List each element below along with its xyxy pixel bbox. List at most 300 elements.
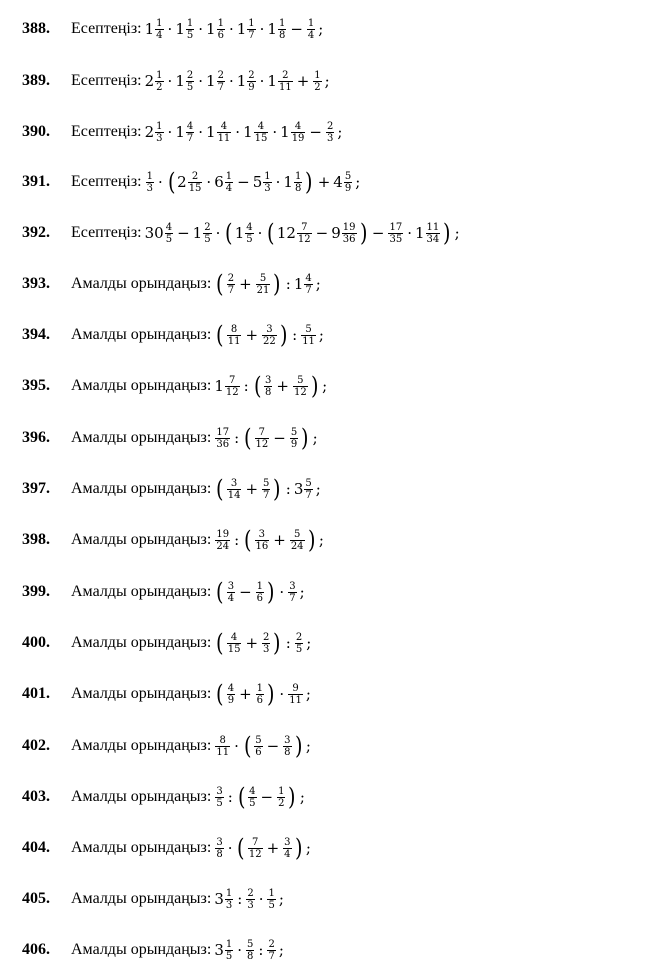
numerator: 2	[263, 631, 270, 643]
operator: +	[245, 480, 259, 498]
parenthesis: (	[216, 680, 224, 708]
semicolon: ;	[305, 737, 311, 755]
fraction	[247, 18, 255, 41]
parenthesis: (	[237, 783, 246, 811]
operator: ·	[167, 20, 173, 38]
denominator: 3	[263, 643, 270, 655]
operator: +	[239, 275, 252, 293]
semicolon: ;	[324, 72, 330, 90]
operator: +	[239, 685, 252, 703]
fraction	[278, 18, 286, 41]
operator: −	[239, 583, 252, 601]
operator: ·	[279, 583, 285, 601]
semicolon: ;	[299, 788, 305, 806]
operator: ·	[237, 941, 243, 959]
exercise-row	[0, 160, 660, 204]
numerator: 5	[305, 323, 312, 335]
fraction	[326, 121, 334, 144]
denominator: 7	[248, 29, 255, 41]
operator: :	[234, 429, 240, 447]
fraction	[225, 171, 233, 194]
exercise-instruction: Есептеңіз:	[71, 123, 142, 140]
whole-number: 1	[243, 123, 253, 141]
fraction	[215, 735, 230, 758]
operator: −	[315, 224, 329, 242]
numerator: 3	[216, 836, 223, 848]
fraction	[297, 222, 312, 245]
numerator: 2	[204, 221, 211, 233]
denominator: 6	[255, 746, 262, 758]
parenthesis: (	[253, 372, 262, 400]
fraction	[256, 581, 264, 604]
whole-number: 1	[293, 275, 304, 293]
fraction	[290, 427, 298, 450]
parenthesis: )	[294, 834, 302, 862]
exercise-instruction: Амалды орындаңыз:	[71, 480, 212, 497]
parenthesis: )	[279, 321, 288, 349]
exercise-row	[0, 364, 660, 408]
exercise-row	[0, 313, 660, 357]
denominator: 19	[291, 132, 305, 144]
numerator: 2	[248, 69, 255, 81]
whole-number: 1	[175, 72, 185, 90]
numerator: 1	[278, 17, 286, 29]
whole-number: 6	[214, 173, 224, 191]
parenthesis: )	[266, 680, 275, 708]
parenthesis: )	[359, 219, 367, 247]
denominator: 12	[248, 848, 262, 860]
fraction	[225, 375, 240, 398]
numerator: 1	[156, 17, 163, 29]
fraction	[245, 222, 253, 245]
denominator: 11	[217, 132, 231, 144]
fraction	[155, 121, 163, 144]
denominator: 4	[227, 592, 235, 604]
denominator: 2	[314, 81, 321, 93]
exercise-number: 405.	[22, 890, 50, 907]
fraction	[304, 478, 312, 501]
denominator: 6	[256, 592, 264, 604]
semicolon: ;	[315, 275, 321, 293]
parenthesis: )	[273, 270, 281, 298]
numerator: 1	[156, 120, 163, 132]
operator: ·	[198, 72, 204, 90]
denominator: 3	[264, 182, 271, 194]
exercise-number: 400.	[22, 634, 50, 651]
whole-number: 4	[333, 173, 343, 191]
operator: ·	[407, 224, 412, 242]
fraction	[215, 427, 230, 450]
fraction	[246, 939, 254, 962]
denominator: 22	[263, 335, 276, 347]
numerator: 1	[256, 580, 264, 592]
math-expression	[214, 270, 321, 298]
whole-number: 1	[280, 123, 290, 141]
fraction	[188, 171, 203, 194]
parenthesis: (	[237, 834, 245, 862]
exercise-row	[0, 570, 660, 614]
whole-number: 3	[214, 890, 224, 908]
fraction	[155, 70, 163, 93]
numerator: 7	[258, 426, 266, 438]
math-expression	[144, 219, 460, 247]
denominator: 5	[186, 29, 194, 41]
semicolon: ;	[318, 531, 324, 549]
whole-number: 2	[177, 173, 187, 191]
numerator: 1	[307, 17, 315, 29]
exercise-instruction: Амалды орындаңыз:	[71, 839, 212, 856]
exercise-content	[71, 424, 318, 452]
denominator: 11	[227, 335, 241, 347]
whole-number: 1	[283, 173, 293, 191]
exercise-instruction: Амалды орындаңыз:	[71, 531, 212, 548]
denominator: 36	[342, 233, 356, 245]
operator: −	[290, 20, 303, 38]
operator: ·	[257, 224, 263, 242]
fraction	[255, 529, 270, 552]
operator: +	[245, 634, 259, 652]
exercise-number: 392.	[22, 224, 50, 241]
denominator: 8	[216, 848, 223, 860]
fraction	[262, 324, 277, 347]
operator: −	[177, 224, 190, 242]
math-expression	[214, 680, 311, 708]
denominator: 15	[254, 132, 268, 144]
exercise-content	[71, 70, 330, 93]
numerator: 2	[295, 631, 303, 643]
numerator: 5	[263, 477, 270, 489]
operator: :	[234, 531, 240, 549]
operator: :	[243, 377, 249, 395]
fraction	[283, 735, 291, 758]
semicolon: ;	[299, 583, 305, 601]
fraction	[344, 171, 352, 194]
fraction	[295, 632, 303, 655]
exercise-content	[71, 121, 342, 144]
parenthesis: )	[273, 475, 281, 503]
fraction	[146, 171, 154, 194]
parenthesis: )	[307, 526, 315, 554]
denominator: 5	[204, 233, 211, 245]
math-expression	[145, 121, 343, 144]
operator: ·	[228, 20, 234, 38]
operator: ·	[227, 839, 233, 857]
fraction	[227, 632, 242, 655]
parenthesis: (	[244, 526, 252, 554]
exercise-number: 391.	[22, 173, 50, 190]
semicolon: ;	[322, 377, 328, 395]
denominator: 9	[227, 694, 235, 706]
denominator: 5	[295, 643, 303, 655]
whole-number: 1	[206, 20, 216, 38]
numerator: 3	[284, 836, 291, 848]
numerator: 4	[186, 120, 194, 132]
exercise-row	[0, 877, 660, 921]
exercise-number: 393.	[22, 275, 50, 292]
numerator: 4	[246, 221, 253, 233]
semicolon: ;	[278, 941, 284, 959]
semicolon: ;	[306, 634, 312, 652]
operator: ·	[258, 890, 264, 908]
operator: ·	[235, 123, 241, 141]
exercise-content	[71, 783, 305, 811]
fraction	[248, 786, 256, 809]
math-expression	[214, 424, 318, 452]
parenthesis: (	[216, 270, 224, 298]
numerator: 9	[292, 682, 299, 694]
fraction	[255, 427, 270, 450]
fraction	[293, 375, 308, 398]
numerator: 2	[268, 938, 275, 950]
denominator: 24	[216, 540, 230, 552]
fraction	[267, 939, 275, 962]
exercise-instruction: Амалды орындаңыз:	[71, 326, 212, 343]
exercise-row	[0, 211, 660, 255]
operator: +	[266, 839, 280, 857]
operator: :	[285, 480, 291, 498]
denominator: 11	[302, 335, 315, 347]
math-expression	[214, 939, 284, 962]
operator: −	[266, 737, 280, 755]
parenthesis: (	[267, 219, 275, 247]
exercise-row	[0, 416, 660, 460]
fraction	[215, 529, 230, 552]
operator: ·	[206, 173, 212, 191]
whole-number: 1	[175, 123, 185, 141]
fraction	[288, 581, 296, 604]
numerator: 1	[146, 170, 153, 182]
whole-number: 2	[144, 72, 155, 90]
fraction	[227, 324, 242, 347]
numerator: 3	[266, 323, 273, 335]
exercise-number: 398.	[22, 531, 50, 548]
exercise-row	[0, 621, 660, 665]
fraction	[186, 18, 194, 41]
exercise-content	[71, 321, 324, 349]
fraction	[227, 478, 242, 501]
exercise-instruction: Амалды орындаңыз:	[71, 583, 212, 600]
numerator: 2	[282, 69, 289, 81]
exercise-number: 402.	[22, 737, 50, 754]
denominator: 8	[284, 746, 291, 758]
numerator: 1	[278, 785, 285, 797]
exercise-content	[71, 578, 305, 606]
denominator: 12	[255, 438, 269, 450]
parenthesis: )	[288, 783, 296, 811]
denominator: 15	[188, 182, 202, 194]
operator: ·	[228, 72, 234, 90]
denominator: 34	[426, 233, 440, 245]
whole-number: 3	[214, 941, 224, 959]
operator: :	[258, 941, 264, 959]
denominator: 24	[290, 540, 304, 552]
fraction	[254, 735, 262, 758]
fraction	[426, 222, 441, 245]
operator: +	[245, 326, 259, 344]
operator: +	[317, 173, 331, 191]
denominator: 16	[255, 540, 269, 552]
fraction	[217, 70, 225, 93]
exercise-number: 403.	[22, 788, 50, 805]
numerator: 5	[255, 734, 262, 746]
exercise-content	[71, 526, 324, 554]
fraction	[217, 121, 232, 144]
exercise-number: 388.	[22, 20, 50, 37]
operator: ·	[157, 173, 163, 191]
denominator: 4	[225, 182, 233, 194]
operator: ·	[234, 737, 239, 755]
numerator: 4	[294, 120, 302, 132]
exercise-content	[71, 629, 312, 657]
exercise-instruction: Амалды орындаңыз:	[71, 941, 212, 958]
exercise-content	[71, 939, 284, 962]
whole-number: 5	[252, 173, 263, 191]
exercise-number: 389.	[22, 72, 50, 89]
exercise-row	[0, 928, 660, 972]
exercise-number: 399.	[22, 583, 50, 600]
operator: −	[260, 788, 274, 806]
fraction	[247, 70, 255, 93]
exercise-number: 401.	[22, 685, 50, 702]
numerator: 1	[225, 887, 233, 899]
math-expression	[214, 526, 324, 554]
fraction	[263, 171, 271, 194]
exercise-row	[0, 7, 660, 51]
math-expression	[145, 70, 330, 93]
denominator: 11	[216, 746, 230, 758]
exercise-instruction: Амалды орындаңыз:	[71, 788, 212, 805]
exercise-number: 406.	[22, 941, 50, 958]
denominator: 7	[217, 81, 224, 93]
denominator: 3	[225, 899, 233, 911]
operator: ·	[198, 20, 204, 38]
whole-number: 1	[214, 377, 224, 395]
denominator: 6	[256, 694, 264, 706]
exercise-row	[0, 826, 660, 870]
denominator: 7	[186, 132, 194, 144]
exercise-row	[0, 110, 660, 154]
fraction	[227, 273, 235, 296]
denominator: 2	[278, 797, 285, 809]
exercise-content	[71, 888, 284, 911]
denominator: 8	[265, 386, 272, 398]
operator: +	[296, 72, 310, 90]
exercise-row	[0, 724, 660, 768]
fraction	[267, 888, 275, 911]
numerator: 1	[264, 170, 271, 182]
whole-number: 1	[206, 72, 216, 90]
math-expression	[214, 834, 311, 862]
operator: ·	[272, 123, 278, 141]
fraction	[342, 222, 357, 245]
operator: :	[285, 634, 291, 652]
numerator: 4	[230, 631, 238, 643]
fraction	[155, 18, 163, 41]
numerator: 1	[294, 170, 302, 182]
denominator: 7	[289, 592, 296, 604]
numerator: 7	[301, 221, 308, 233]
fraction	[254, 121, 269, 144]
operator: −	[273, 429, 286, 447]
parenthesis: (	[225, 219, 233, 247]
exercise-content	[71, 834, 311, 862]
numerator: 2	[227, 272, 235, 284]
numerator: 3	[230, 477, 238, 489]
semicolon: ;	[315, 480, 321, 498]
denominator: 8	[247, 950, 254, 962]
fraction	[290, 529, 305, 552]
denominator: 7	[268, 950, 275, 962]
denominator: 9	[290, 438, 298, 450]
exercise-instruction: Есептеңіз:	[71, 72, 142, 89]
denominator: 5	[165, 233, 173, 245]
semicolon: ;	[305, 839, 311, 857]
numerator: 1	[225, 938, 233, 950]
numerator: 19	[342, 221, 356, 233]
operator: +	[276, 377, 289, 395]
exercise-row	[0, 262, 660, 306]
denominator: 7	[263, 489, 270, 501]
exercise-number: 394.	[22, 326, 50, 343]
fraction	[283, 837, 291, 860]
fraction	[304, 273, 312, 296]
numerator: 4	[227, 682, 235, 694]
exercise-number: 404.	[22, 839, 50, 856]
exercise-number: 395.	[22, 377, 50, 394]
exercise-content	[71, 372, 328, 400]
denominator: 5	[186, 81, 194, 93]
numerator: 1	[186, 17, 194, 29]
math-expression	[214, 732, 311, 760]
numerator: 2	[247, 887, 254, 899]
fraction	[278, 70, 293, 93]
fraction	[264, 375, 272, 398]
parenthesis: (	[216, 578, 224, 606]
math-expression	[214, 888, 284, 911]
whole-number: 3	[293, 480, 304, 498]
exercise-instruction: Есептеңіз:	[71, 224, 142, 241]
denominator: 5	[268, 899, 275, 911]
numerator: 1	[225, 170, 233, 182]
denominator: 3	[247, 899, 254, 911]
denominator: 5	[216, 797, 223, 809]
whole-number: 12	[276, 224, 296, 242]
operator: :	[237, 890, 243, 908]
numerator: 1	[217, 17, 224, 29]
whole-number: 1	[192, 224, 203, 242]
parenthesis: )	[294, 732, 302, 760]
math-expression	[145, 168, 361, 196]
semicolon: ;	[337, 123, 343, 141]
numerator: 1	[248, 17, 255, 29]
semicolon: ;	[318, 326, 324, 344]
exercise-content	[71, 18, 323, 41]
numerator: 11	[426, 221, 440, 233]
numerator: 3	[216, 785, 223, 797]
exercise-row	[0, 59, 660, 103]
parenthesis: )	[301, 424, 309, 452]
fraction	[227, 581, 235, 604]
numerator: 1	[268, 887, 275, 899]
numerator: 5	[290, 426, 298, 438]
whole-number: 1	[234, 224, 245, 242]
semicolon: ;	[312, 429, 318, 447]
whole-number: 9	[331, 224, 341, 242]
numerator: 1	[256, 682, 264, 694]
operator: ·	[198, 123, 204, 141]
exercise-instruction: Амалды орындаңыз:	[71, 890, 212, 907]
operator: :	[292, 326, 298, 344]
